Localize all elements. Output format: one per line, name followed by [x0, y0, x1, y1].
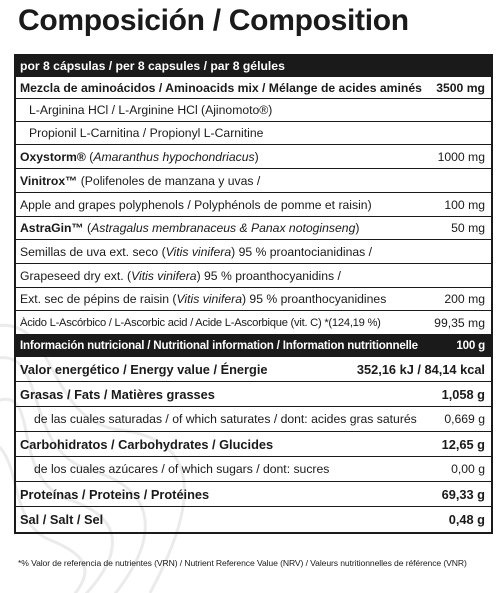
energy-label: Valor energético / Energy value / Énergie	[20, 361, 268, 377]
grapeseed-row-1	[16, 240, 491, 264]
saturates-value: 0,669 g	[444, 412, 485, 426]
grapeseed-en-latin: Vitis vinifera	[131, 268, 197, 283]
page-title: Composición / Composition	[18, 4, 409, 37]
nutrition-row-sugars	[16, 457, 491, 482]
carnitine-label: Propionil L-Carnitina / Propionyl L-Carnitine	[29, 126, 264, 140]
nutrition-row-saturates	[16, 407, 491, 432]
grapeseed-value: 200 mg	[444, 292, 485, 306]
nrv-footnote: *% Valor de referencia de nutrientes (VRN) / Nutrient Reference Value (NRV) / Valeurs nutritionnelles de référence (VNR)	[18, 558, 467, 568]
arginine-label: L-Arginina HCl / L-Arginine HCl (Ajinomoto®)	[29, 103, 273, 117]
saturates-label: de las cuales saturadas / of which saturates / dont: acides gras saturés	[34, 412, 417, 426]
grapeseed-fr-pre: Ext. sec de pépins de raisin (	[20, 292, 177, 306]
grapeseed-label-fr	[20, 292, 440, 306]
proteins-label: Proteínas / Proteins / Protéines	[20, 486, 210, 502]
composition-table	[14, 54, 493, 534]
grapeseed-fr-latin: Vitis vinifera	[176, 292, 242, 306]
serving-header-label: por 8 cápsulas / per 8 capsules / par 8 gélules	[20, 59, 285, 73]
vinitrox-desc: (Polifenoles de manzana y uvas /	[80, 173, 261, 188]
salt-value: 0,48 g	[448, 512, 485, 527]
carbohydrates-label: Carbohidratos / Carbohydrates / Glucides	[20, 436, 274, 452]
oxystorm-value: 1000 mg	[437, 149, 485, 164]
sugars-label: de los cuales azúcares / of which sugars / dont: sucres	[34, 462, 330, 476]
sugars-value: 0,00 g	[451, 462, 485, 476]
nutrition-row-carbohydrates	[16, 432, 491, 457]
nutrition-header-label: Información nutricional / Nutritional information / Information nutritionnelle	[20, 339, 418, 352]
vitamin-c-value: 99,35 mg	[434, 315, 485, 330]
grapeseed-en-post: ) 95 % proanthocyanidins /	[196, 268, 341, 283]
amino-mix-value: 3500 mg	[436, 80, 485, 95]
vitamin-c-row	[16, 311, 491, 335]
grapeseed-es-pre: Semillas de uva ext. seco (	[20, 244, 166, 259]
astragin-row	[16, 217, 491, 240]
astragin-value: 50 mg	[451, 221, 485, 235]
nutrition-row-salt	[16, 507, 491, 532]
grapeseed-label-en	[20, 269, 485, 283]
astragin-latin: Astragalus membranaceus & Panax notoginseng	[91, 221, 356, 235]
vinitrox-row-2	[16, 193, 491, 217]
proteins-value: 69,33 g	[441, 486, 485, 502]
nutrition-header-row	[16, 335, 491, 357]
carnitine-row	[16, 122, 491, 145]
grapeseed-label-es	[20, 245, 485, 259]
vinitrox-label	[20, 174, 485, 188]
fats-value: 1,058 g	[441, 386, 485, 402]
grapeseed-en-pre: Grapeseed dry ext. (	[20, 268, 132, 283]
grapeseed-es-latin: Vitis vinifera	[165, 244, 232, 259]
amino-mix-row	[16, 77, 491, 99]
vinitrox-row-1	[16, 169, 491, 193]
vinitrox-name: Vinitrox™	[20, 173, 78, 188]
nutrition-header-value: 100 g	[456, 339, 485, 352]
fats-label: Grasas / Fats / Matières grasses	[20, 386, 215, 402]
vitamin-c-label: Ácido L-Ascórbico / L-Ascorbic acid / Acide L-Ascorbique (vit. C) *(124,19 %)	[20, 316, 381, 329]
arginine-row	[16, 99, 491, 122]
carbohydrates-value: 12,65 g	[441, 436, 485, 452]
nutrition-row-energy	[16, 357, 491, 382]
nutrition-row-proteins	[16, 482, 491, 507]
astragin-label: AstraGin™ (Astragalus membranaceus & Panax notoginseng)	[20, 221, 360, 235]
vinitrox-desc2: Apple and grapes polyphenols / Polyphénols de pomme et raisin)	[20, 197, 372, 212]
grapeseed-es-post: ) 95 % proantocianidinas /	[231, 244, 373, 259]
salt-label: Sal / Salt / Sel	[20, 512, 104, 527]
grapeseed-row-3	[16, 288, 491, 311]
oxystorm-latin: Amaranthus hypochondriacus	[93, 149, 255, 164]
amino-mix-label: Mezcla de aminoácidos / Aminoacids mix / Mélange de acides aminés	[20, 80, 422, 95]
oxystorm-label: Oxystorm® (Amaranthus hypochondriacus)	[20, 149, 259, 164]
oxystorm-row	[16, 145, 491, 169]
energy-value: 352,16 kJ / 84,14 kcal	[356, 361, 485, 377]
nutrition-row-fats	[16, 382, 491, 407]
astragin-name: AstraGin™	[20, 221, 84, 235]
vinitrox-value: 100 mg	[444, 197, 485, 212]
grapeseed-row-2	[16, 264, 491, 288]
oxystorm-name: Oxystorm®	[20, 149, 86, 164]
serving-header-row	[16, 56, 491, 77]
grapeseed-fr-post: ) 95 % proanthocyanidines	[241, 292, 387, 306]
